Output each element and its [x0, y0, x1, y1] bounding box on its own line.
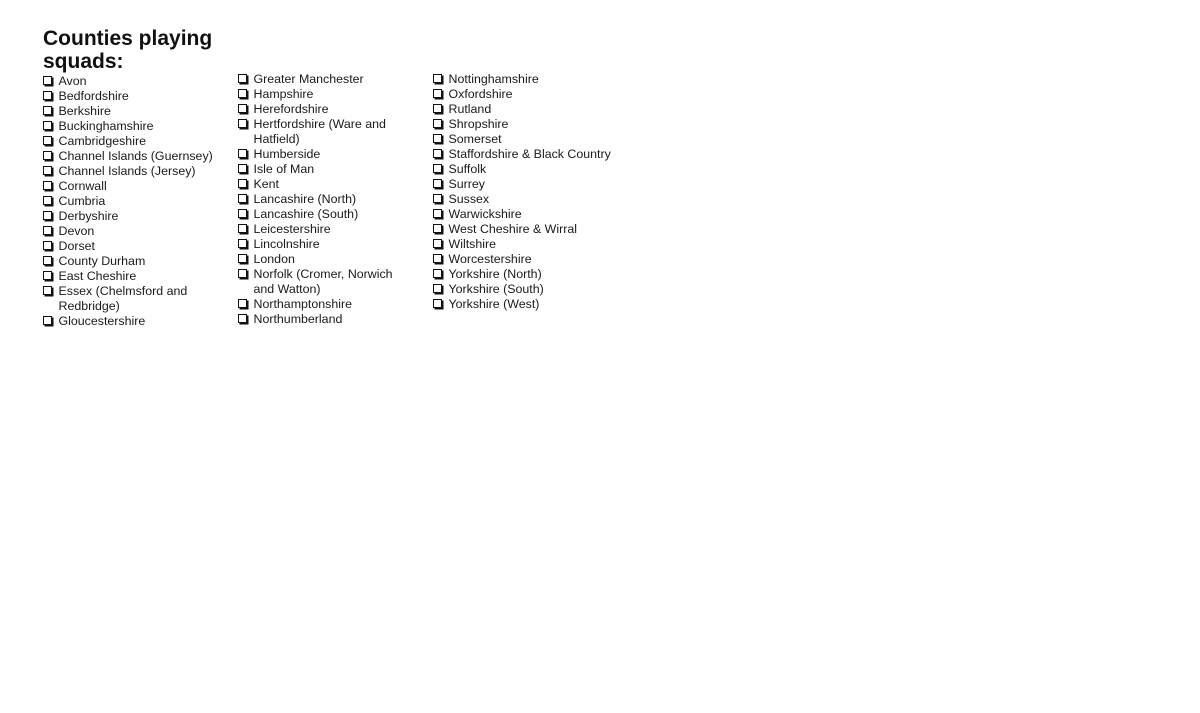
county-list-item [433, 192, 633, 207]
checkbox-bullet-icon [43, 271, 52, 280]
county-list-item [43, 164, 223, 179]
county-list-item [433, 222, 633, 237]
checkbox-bullet-icon [238, 119, 247, 128]
county-list-item [238, 87, 398, 102]
county-list-item [43, 209, 223, 224]
checkbox-bullet-icon [43, 136, 52, 145]
county-name: Nottinghamshire [448, 72, 539, 86]
county-list-item [238, 237, 398, 252]
county-name: Cambridgeshire [58, 134, 146, 148]
checkbox-bullet-icon [43, 106, 52, 115]
county-list-item [433, 102, 633, 117]
county-list-item [433, 252, 633, 267]
county-name: Lancashire (South) [253, 207, 359, 221]
checkbox-bullet-icon [238, 269, 247, 278]
checkbox-bullet-icon [43, 91, 52, 100]
county-list-item [238, 192, 398, 207]
county-name: Worcestershire [448, 252, 532, 266]
checkbox-bullet-icon [43, 316, 52, 325]
checkbox-bullet-icon [43, 76, 52, 85]
county-list-item [238, 72, 398, 87]
county-name: Buckinghamshire [58, 119, 154, 133]
county-list-item [433, 117, 633, 132]
county-name: Lancashire (North) [253, 192, 357, 206]
county-list-item [238, 297, 398, 312]
county-list-item [238, 252, 398, 267]
county-name: Dorset [58, 239, 95, 253]
checkbox-bullet-icon [238, 209, 247, 218]
county-name: Isle of Man [253, 162, 315, 176]
checkbox-bullet-icon [43, 196, 52, 205]
checkbox-bullet-icon [433, 209, 442, 218]
checkbox-bullet-icon [433, 299, 442, 308]
checkbox-bullet-icon [43, 211, 52, 220]
county-list-column-1 [43, 74, 223, 329]
county-list-item [238, 177, 398, 192]
county-list-item [43, 134, 223, 149]
county-name: Rutland [448, 102, 492, 116]
county-name: Channel Islands (Jersey) [58, 164, 196, 178]
checkbox-bullet-icon [238, 179, 247, 188]
county-name: Yorkshire (West) [448, 297, 540, 311]
county-list-item [433, 282, 633, 297]
county-list-item [238, 162, 398, 177]
county-list-item [238, 312, 398, 327]
checkbox-bullet-icon [238, 104, 247, 113]
county-list-item [433, 87, 633, 102]
county-list-item [433, 297, 633, 312]
county-name: Norfolk (Cromer, Norwich and Watton) [253, 267, 393, 296]
checkbox-bullet-icon [433, 284, 442, 293]
checkbox-bullet-icon [238, 314, 247, 323]
checkbox-bullet-icon [238, 224, 247, 233]
county-name: Oxfordshire [448, 87, 513, 101]
county-list-item [43, 239, 223, 254]
checkbox-bullet-icon [433, 89, 442, 98]
checkbox-bullet-icon [43, 256, 52, 265]
county-name: Berkshire [58, 104, 111, 118]
county-list-item [238, 147, 398, 162]
checkbox-bullet-icon [433, 254, 442, 263]
county-list-item [433, 207, 633, 222]
county-name: Hampshire [253, 87, 314, 101]
checkbox-bullet-icon [43, 181, 52, 190]
county-name: West Cheshire & Wirral [448, 222, 578, 236]
checkbox-bullet-icon [433, 149, 442, 158]
checkbox-bullet-icon [433, 104, 442, 113]
county-name: Kent [253, 177, 279, 191]
county-name: Leicestershire [253, 222, 331, 236]
county-name: Shropshire [448, 117, 509, 131]
county-list-column-3 [433, 72, 633, 312]
checkbox-bullet-icon [433, 74, 442, 83]
county-list-item [43, 74, 223, 89]
county-list-item [43, 179, 223, 194]
county-name: Derbyshire [58, 209, 119, 223]
county-name: Somerset [448, 132, 502, 146]
county-list-column-2 [238, 72, 398, 327]
county-name: Staffordshire & Black Country [448, 147, 611, 161]
county-name: Northumberland [253, 312, 343, 326]
county-list-item [238, 222, 398, 237]
checkbox-bullet-icon [433, 164, 442, 173]
county-name: Devon [58, 224, 95, 238]
county-name: Lincolnshire [253, 237, 320, 251]
county-name: Cornwall [58, 179, 107, 193]
checkbox-bullet-icon [43, 226, 52, 235]
county-list-item [43, 269, 223, 284]
checkbox-bullet-icon [238, 254, 247, 263]
county-list-item [238, 267, 398, 297]
county-name: Hertfordshire (Ware and Hatfield) [253, 117, 386, 146]
county-list-item [433, 237, 633, 252]
county-name: Suffolk [448, 162, 487, 176]
county-name: Greater Manchester [253, 72, 364, 86]
county-name: Wiltshire [448, 237, 496, 251]
checkbox-bullet-icon [238, 194, 247, 203]
checkbox-bullet-icon [238, 164, 247, 173]
county-list-item [43, 119, 223, 134]
county-list-item [43, 194, 223, 209]
checkbox-bullet-icon [43, 166, 52, 175]
county-name: Northamptonshire [253, 297, 352, 311]
checkbox-bullet-icon [43, 286, 52, 295]
county-list-item [43, 104, 223, 119]
checkbox-bullet-icon [238, 239, 247, 248]
county-name: Essex (Chelmsford and Redbridge) [58, 284, 188, 313]
county-name: Gloucestershire [58, 314, 146, 328]
county-name: County Durham [58, 254, 146, 268]
checkbox-bullet-icon [238, 299, 247, 308]
county-list-item [43, 314, 223, 329]
checkbox-bullet-icon [238, 149, 247, 158]
checkbox-bullet-icon [43, 241, 52, 250]
county-name: East Cheshire [58, 269, 137, 283]
county-list-item [433, 72, 633, 87]
county-name: Warwickshire [448, 207, 522, 221]
checkbox-bullet-icon [433, 134, 442, 143]
checkbox-bullet-icon [433, 179, 442, 188]
county-list-item [433, 267, 633, 282]
checkbox-bullet-icon [238, 74, 247, 83]
county-list-item [43, 254, 223, 269]
checkbox-bullet-icon [433, 239, 442, 248]
county-name: Yorkshire (South) [448, 282, 544, 296]
page-title: Counties playing squads: [43, 27, 213, 73]
county-list-item [238, 117, 398, 147]
county-list-item [433, 162, 633, 177]
checkbox-bullet-icon [433, 119, 442, 128]
county-name: Sussex [448, 192, 490, 206]
checkbox-bullet-icon [433, 269, 442, 278]
county-name: Yorkshire (North) [448, 267, 542, 281]
county-list-item [43, 89, 223, 104]
checkbox-bullet-icon [238, 89, 247, 98]
county-name: Surrey [448, 177, 485, 191]
checkbox-bullet-icon [433, 224, 442, 233]
checkbox-bullet-icon [433, 194, 442, 203]
county-list-item [433, 147, 633, 162]
county-list-item [238, 207, 398, 222]
county-name: Cumbria [58, 194, 106, 208]
checkbox-bullet-icon [43, 121, 52, 130]
county-name: Avon [58, 74, 87, 88]
county-list-item [43, 224, 223, 239]
county-list-item [238, 102, 398, 117]
county-name: Bedfordshire [58, 89, 129, 103]
county-name: Humberside [253, 147, 321, 161]
county-list-item [433, 177, 633, 192]
county-name: Channel Islands (Guernsey) [58, 149, 213, 163]
county-list-item [43, 149, 223, 164]
county-name: Herefordshire [253, 102, 329, 116]
county-list-item [43, 284, 223, 314]
county-list-item [433, 132, 633, 147]
county-name: London [253, 252, 295, 266]
checkbox-bullet-icon [43, 151, 52, 160]
